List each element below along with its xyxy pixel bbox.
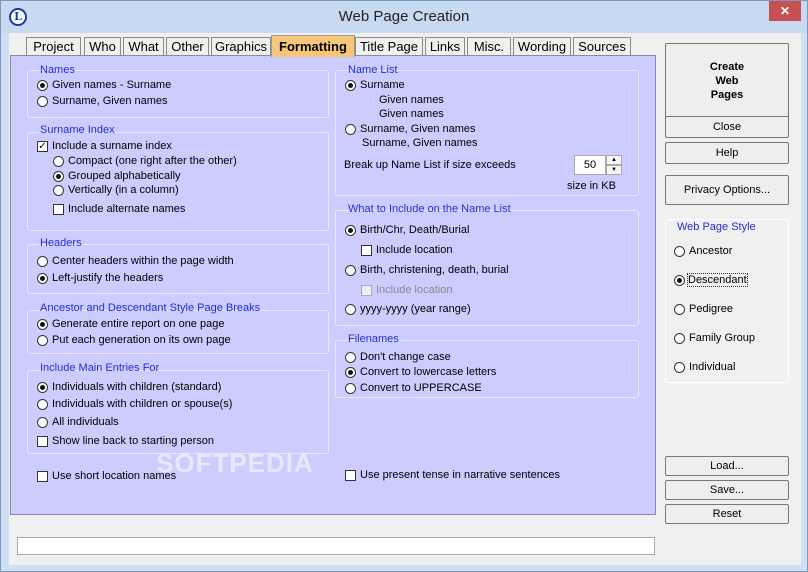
- close-window-button[interactable]: ✕: [769, 1, 801, 21]
- headers-center-radio[interactable]: [37, 256, 48, 267]
- surname-index-title: Surname Index: [40, 124, 115, 136]
- close-button[interactable]: Close: [665, 116, 789, 138]
- dialog-body: [9, 33, 801, 565]
- include-surname-index-label: Include a surname index: [52, 140, 172, 152]
- present-tense-checkbox[interactable]: [345, 470, 356, 481]
- headers-title: Headers: [40, 237, 82, 249]
- app-logo-icon: L: [9, 8, 27, 26]
- style-individual-radio[interactable]: [674, 362, 685, 373]
- entries-all-radio[interactable]: [37, 417, 48, 428]
- break-size-input[interactable]: 50: [574, 155, 606, 175]
- web-page-style-group: [665, 219, 789, 383]
- headers-left-label: Left-justify the headers: [52, 272, 164, 284]
- window-title: Web Page Creation: [338, 8, 470, 25]
- tab-what[interactable]: What: [123, 37, 164, 55]
- spin-down-icon[interactable]: ▼: [606, 165, 622, 175]
- present-tense-label: Use present tense in narrative sentences: [360, 469, 560, 481]
- title-bar[interactable]: [1, 1, 807, 33]
- surname-compact-radio[interactable]: [53, 156, 64, 167]
- privacy-options-button[interactable]: Privacy Options...: [665, 175, 789, 205]
- page-breaks-own-page-label: Put each generation on its own page: [52, 334, 231, 346]
- include-surname-index-checkbox[interactable]: ✓: [38, 141, 47, 152]
- tab-who[interactable]: Who: [84, 37, 121, 55]
- web-page-style-title: Web Page Style: [677, 221, 756, 233]
- filename-no-change-radio[interactable]: [345, 352, 356, 363]
- tab-title-page[interactable]: Title Page: [355, 37, 423, 55]
- names-group-title: Names: [40, 64, 75, 76]
- include-location-1-checkbox[interactable]: [361, 245, 372, 256]
- create-line-3: Pages: [710, 89, 744, 101]
- tab-wording[interactable]: Wording: [513, 37, 571, 55]
- filename-lowercase-label: Convert to lowercase letters: [360, 366, 497, 378]
- tab-sources[interactable]: Sources: [573, 37, 631, 55]
- filenames-title: Filenames: [348, 333, 399, 345]
- entries-children-spouse-radio[interactable]: [37, 399, 48, 410]
- birth-death-radio[interactable]: [345, 225, 356, 236]
- what-include-title: What to Include on the Name List: [348, 203, 511, 215]
- break-size-stepper[interactable]: [574, 155, 624, 175]
- show-line-back-label: Show line back to starting person: [52, 435, 215, 447]
- include-alternate-names-checkbox[interactable]: [53, 204, 64, 215]
- page-breaks-title: Ancestor and Descendant Style Page Breaks: [40, 302, 261, 314]
- name-list-surname-label: Surname: [360, 79, 405, 91]
- entries-all-label: All individuals: [52, 416, 119, 428]
- page-breaks-one-page-radio[interactable]: [37, 319, 48, 330]
- entries-with-children-radio[interactable]: [37, 382, 48, 393]
- reset-button[interactable]: Reset: [665, 504, 789, 524]
- style-pedigree-radio[interactable]: [674, 304, 685, 315]
- style-family-group-radio[interactable]: [674, 333, 685, 344]
- surname-compact-label: Compact (one right after the other): [68, 155, 237, 167]
- headers-group: [27, 244, 329, 294]
- birth-christening-radio[interactable]: [345, 265, 356, 276]
- surname-vertical-label: Vertically (in a column): [68, 184, 179, 196]
- name-list-surname-given-radio[interactable]: [345, 124, 356, 135]
- name-list-surname-radio[interactable]: [345, 80, 356, 91]
- save-button[interactable]: Save...: [665, 480, 789, 500]
- main-entries-title: Include Main Entries For: [40, 362, 160, 374]
- style-individual-label: Individual: [689, 361, 736, 373]
- style-descendant-label: Descendant: [688, 274, 747, 286]
- show-line-back-checkbox[interactable]: [37, 436, 48, 447]
- names-given-surname-radio[interactable]: [37, 80, 48, 91]
- birth-christening-label: Birth, christening, death, burial: [360, 264, 509, 276]
- surname-grouped-label: Grouped alphabetically: [68, 170, 181, 182]
- name-list-sample-surname-given: Surname, Given names: [362, 137, 478, 149]
- filename-lowercase-radio[interactable]: [345, 367, 356, 378]
- help-button[interactable]: Help: [665, 142, 789, 164]
- names-surname-given-radio[interactable]: [37, 96, 48, 107]
- create-line-2: Web: [715, 75, 739, 87]
- size-unit-label: size in KB: [567, 180, 616, 192]
- headers-center-label: Center headers within the page width: [52, 255, 234, 267]
- tab-formatting[interactable]: Formatting: [271, 35, 355, 57]
- include-location-2-label: Include location: [376, 284, 453, 296]
- surname-vertical-radio[interactable]: [53, 185, 64, 196]
- year-range-radio[interactable]: [345, 304, 356, 315]
- names-given-surname-label: Given names - Surname: [52, 79, 172, 91]
- page-breaks-group: [27, 310, 329, 354]
- formatting-panel: [10, 55, 656, 515]
- names-surname-given-label: Surname, Given names: [52, 95, 168, 107]
- load-button[interactable]: Load...: [665, 456, 789, 476]
- headers-left-radio[interactable]: [37, 273, 48, 284]
- tab-links[interactable]: Links: [425, 37, 465, 55]
- include-location-1-label: Include location: [376, 244, 453, 256]
- name-list-surname-given-label: Surname, Given names: [360, 123, 476, 135]
- softpedia-watermark: SOFTPEDIA: [156, 448, 314, 478]
- style-descendant-radio[interactable]: [674, 275, 685, 286]
- style-ancestor-label: Ancestor: [689, 245, 733, 257]
- short-location-label: Use short location names: [52, 470, 177, 482]
- include-alternate-names-label: Include alternate names: [68, 203, 186, 215]
- page-breaks-one-page-label: Generate entire report on one page: [52, 318, 225, 330]
- name-list-sample-given-2: Given names: [379, 108, 444, 120]
- tab-project[interactable]: Project: [26, 37, 81, 55]
- name-list-title: Name List: [348, 64, 398, 76]
- names-group: [27, 70, 329, 118]
- tab-other[interactable]: Other: [166, 37, 209, 55]
- status-bar: [17, 537, 655, 555]
- filename-uppercase-radio[interactable]: [345, 383, 356, 394]
- year-range-label: yyyy-yyyy (year range): [360, 303, 471, 315]
- surname-grouped-radio[interactable]: [53, 171, 64, 182]
- style-ancestor-radio[interactable]: [674, 246, 685, 257]
- filename-no-change-label: Don't change case: [360, 351, 451, 363]
- entries-children-spouse-label: Individuals with children or spouse(s): [52, 398, 233, 410]
- style-family-group-label: Family Group: [689, 332, 756, 344]
- entries-with-children-label: Individuals with children (standard): [52, 381, 222, 393]
- style-pedigree-label: Pedigree: [689, 303, 734, 315]
- birth-death-label: Birth/Chr, Death/Burial: [360, 224, 470, 236]
- short-location-checkbox[interactable]: [37, 471, 48, 482]
- name-list-sample-given-1: Given names: [379, 94, 444, 106]
- filename-uppercase-label: Convert to UPPERCASE: [360, 382, 482, 394]
- page-breaks-own-page-radio[interactable]: [37, 335, 48, 346]
- tab-graphics[interactable]: Graphics: [211, 37, 271, 55]
- include-location-2-checkbox[interactable]: [361, 285, 372, 296]
- tab-misc[interactable]: Misc.: [467, 37, 511, 55]
- spin-up-icon[interactable]: ▲: [606, 155, 622, 165]
- create-line-1: Create: [709, 61, 745, 73]
- break-name-list-label: Break up Name List if size exceeds: [344, 159, 516, 171]
